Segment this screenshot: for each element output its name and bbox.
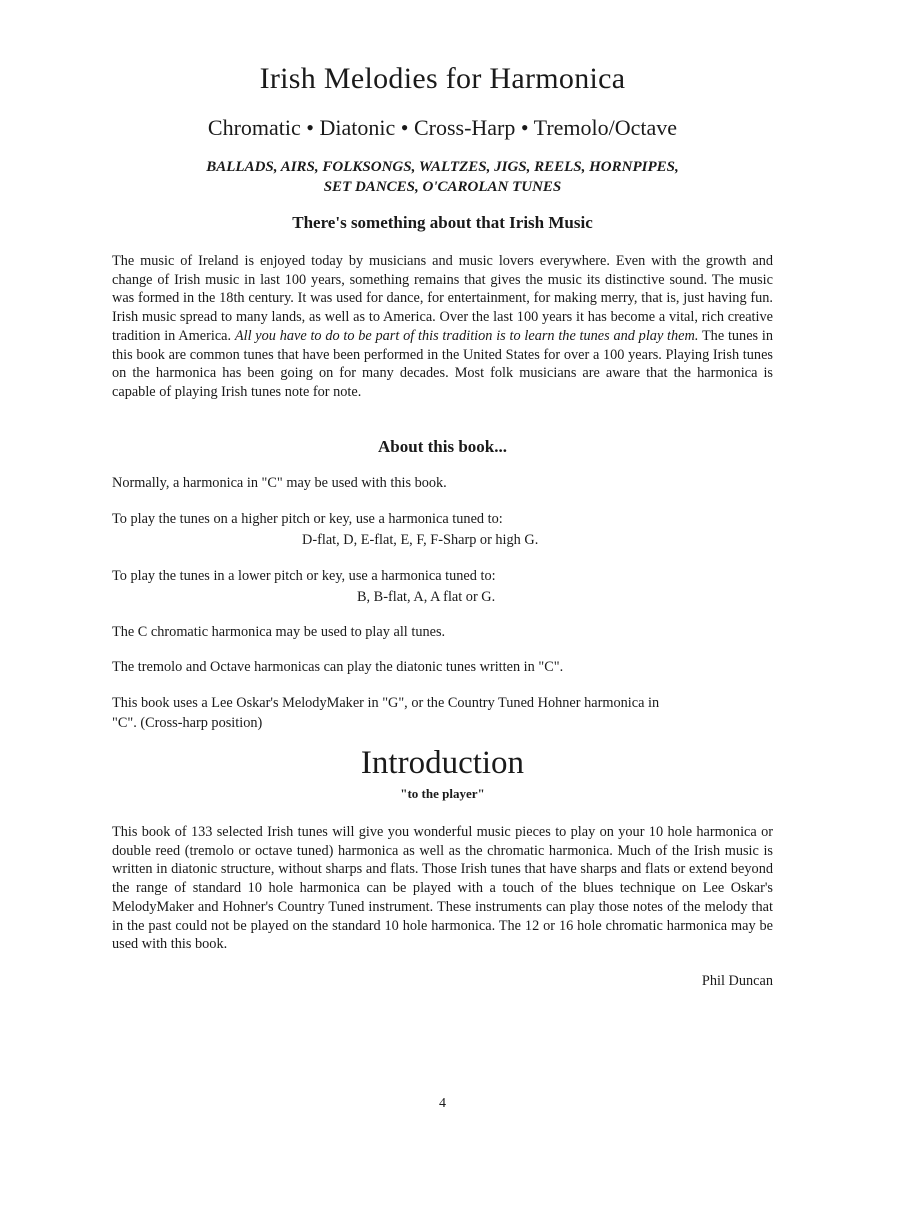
genre-line-1: BALLADS, AIRS, FOLKSONGS, WALTZES, JIGS, REELS, HORNPIPES,: [206, 159, 679, 175]
about-line-lower-pitch: To play the tunes in a lower pitch or key, use a harmonica tuned to:: [112, 568, 496, 584]
about-line-tremolo: The tremolo and Octave harmonicas can play the diatonic tunes written in "C".: [112, 659, 564, 675]
about-lower-keys: B, B-flat, A, A flat or G.: [357, 589, 496, 605]
page-subtitle: Chromatic • Diatonic • Cross-Harp • Tremolo/Octave: [207, 115, 678, 140]
genre-line-2: SET DANCES, O'CAROLAN TUNES: [323, 179, 562, 195]
irish-music-paragraph: [112, 252, 773, 402]
section-heading-irish-music: There's something about that Irish Music: [292, 213, 593, 232]
paragraph-text-end: The tunes in this book are common tunes that have been performed in the United States for over a 100 years. Playing Irish tunes on the harmonica has been going on for many decades. Most folk musicians are aware that the harmonica is capable of playing Irish tunes note for note.: [112, 327, 773, 400]
about-higher-keys: D-flat, D, E-flat, E, F, F-Sharp or high G.: [302, 532, 539, 548]
paragraph-text-start: The music of Ireland is enjoyed today by musicians and music lovers everywhere. Even with the growth and change of Irish music in last 100 years, something remains that gives the music its distinctive sound. The music was formed in the 18th century. It was used for dance, for entertainment, for making merry, that is, just having fun. Irish music spread to many lands, as well as to America. Over the last 100 years it has become a vital, rich creative tradition in America.: [112, 253, 773, 344]
introduction-title: Introduction: [360, 745, 525, 781]
introduction-paragraph: This book of 133 selected Irish tunes will give you wonderful music pieces to play on your 10 hole harmonica or double reed (tremolo or octave tuned) harmonica as well as the chromatic harmonica. Much of the Irish music is written in diatonic structure, without sharps and flats. Those Irish tunes that have sharps and flats or extend beyond the range of standard 10 hole harmonica can be played with a touch of the blues technique on Lee Oskar's MelodyMaker and Hohner's Country Tuned instrument. These instruments can play those notes of the melody that in the past could not be played on the standard 10 hole harmonica. The 12 or 16 hole chromatic harmonica may be used with this book.: [112, 824, 773, 953]
introduction-subtitle: "to the player": [400, 786, 485, 801]
page-title: Irish Melodies for Harmonica: [259, 62, 626, 95]
about-line-higher-pitch: To play the tunes on a higher pitch or key, use a harmonica tuned to:: [112, 511, 503, 527]
about-line-chromatic: The C chromatic harmonica may be used to play all tunes.: [112, 624, 446, 640]
paragraph-italic-text: All you have to do to be part of this tradition is to learn the tunes and play them.: [234, 327, 699, 344]
page-number: 4: [439, 1096, 446, 1111]
genre-list: [0, 157, 885, 197]
section-heading-about-book: About this book...: [378, 437, 507, 456]
author-signature: Phil Duncan: [701, 973, 773, 989]
about-line-crossharp: "C". (Cross-harp position): [112, 715, 263, 731]
about-line-normal-key: Normally, a harmonica in "C" may be used with this book.: [112, 475, 447, 491]
about-line-melodymaker: This book uses a Lee Oskar's MelodyMaker in "G", or the Country Tuned Hohner harmonica in: [112, 695, 660, 711]
